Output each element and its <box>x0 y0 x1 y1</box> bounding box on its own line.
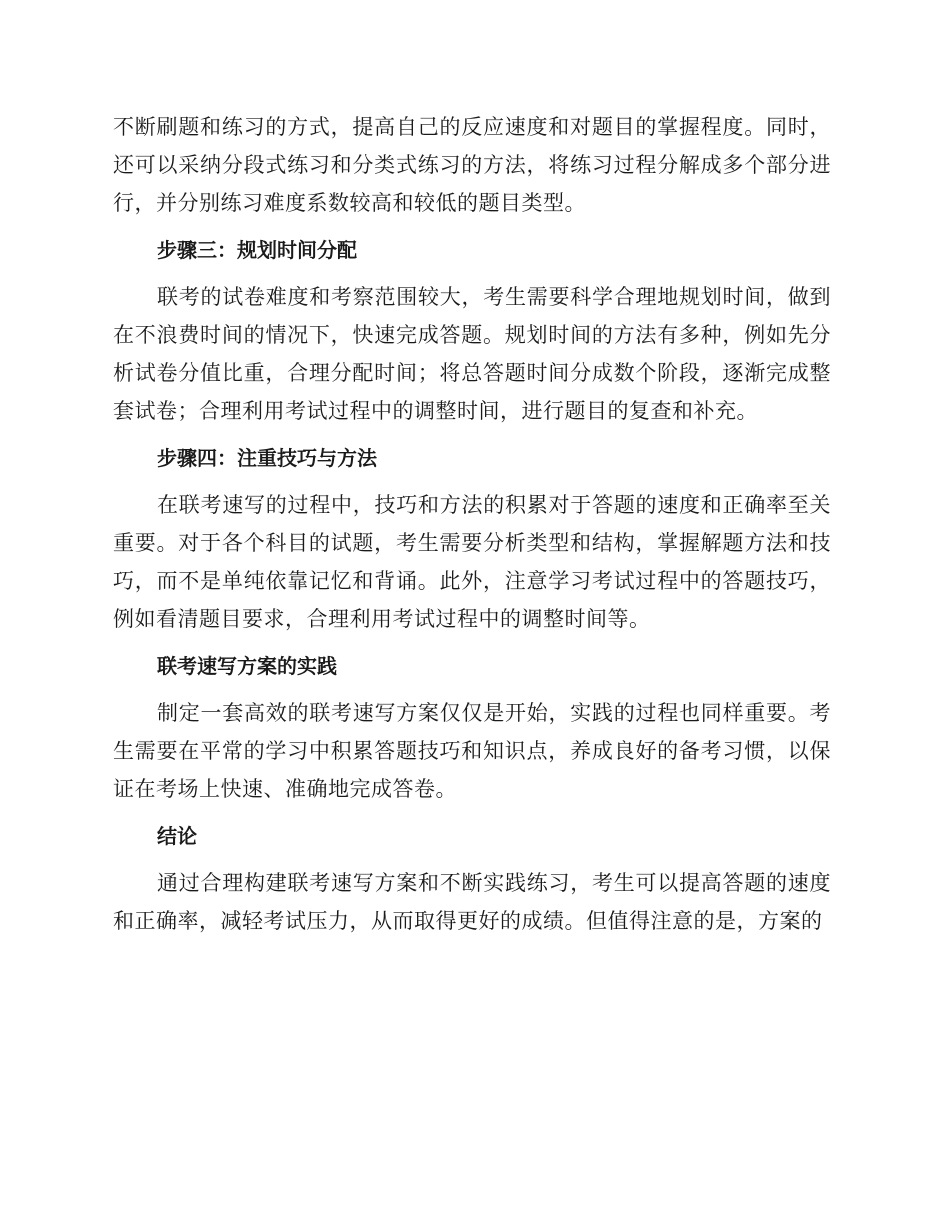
paragraph-conclusion: 通过合理构建联考速写方案和不断实践练习，考生可以提高答题的速度和正确率，减轻考试压力，从而取得更好的成绩。但值得注意的是，方案的 <box>113 871 831 933</box>
paragraph-time-planning: 联考的试卷难度和考察范围较大，考生需要科学合理地规划时间，做到在不浪费时间的情况下，快速完成答题。规划时间的方法有多种，例如先分析试卷分值比重，合理分配时间；将总答题时间分成数个阶段，逐渐完成整套试卷；合理利用考试过程中的调整时间，进行题目的复查和补充。 <box>113 285 831 423</box>
paragraph-practice-process: 制定一套高效的联考速写方案仅仅是开始，实践的过程也同样重要。考生需要在平常的学习中积累答题技巧和知识点，养成良好的备考习惯，以保证在考场上快速、准确地完成答卷。 <box>113 701 831 801</box>
paragraph-skills-methods: 在联考速写的过程中，技巧和方法的积累对于答题的速度和正确率至关重要。对于各个科目的试题，考生需要分析类型和结构，掌握解题方法和技巧，而不是单纯依靠记忆和背诵。此外，注意学习考试过程中的答题技巧，例如看清题目要求，合理利用考试过程中的调整时间等。 <box>113 493 831 631</box>
heading-practice: 联考速写方案的实践 <box>157 654 337 678</box>
heading-conclusion: 结论 <box>157 824 197 848</box>
document-page <box>113 108 831 940</box>
heading-step-three: 步骤三：规划时间分配 <box>157 238 357 262</box>
paragraph-practice-methods: 不断刷题和练习的方式，提高自己的反应速度和对题目的掌握程度。同时，还可以采纳分段式练习和分类式练习的方法，将练习过程分解成多个部分进行，并分别练习难度系数较高和较低的题目类型。 <box>113 115 831 215</box>
heading-step-four: 步骤四：注重技巧与方法 <box>157 446 377 470</box>
